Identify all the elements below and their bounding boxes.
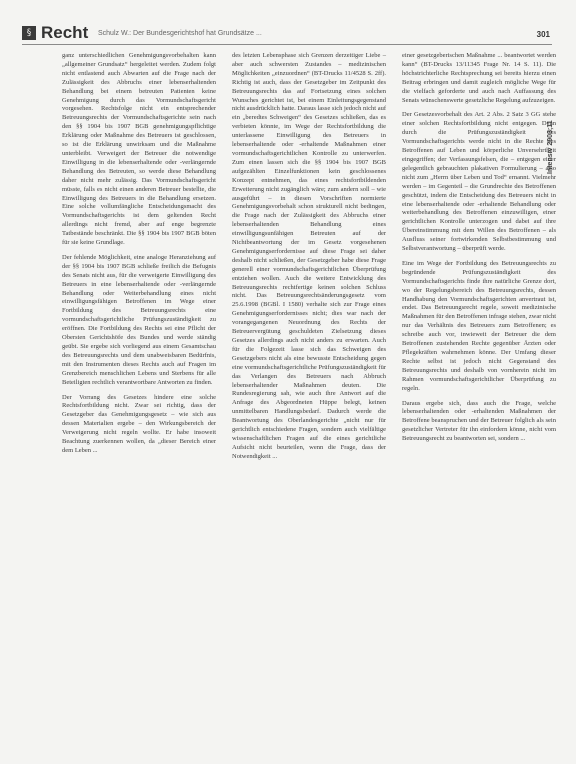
paragraph: des letzten Lebensphase sich Grenzen derzeitiger Liebe – aber auch schwersten Zustandes – medizinischen Möglichkeiten „einzuordnen“ (BT-Drucks 11/4528 S. 2ff). Richtig ist auch, dass der Gesetzgeber im Zeitpunkt des Betreuungsrechts das auf Fortsetzung eines solchen Wunsches gerichtet ist, bei einem Einleitungsgegenstand nicht ausdrücklich hatte. Daraus lasse sich jedoch nicht auf ein „beredtes Schweigen“ des Gesetzes schließen, das es verbieten könnte, im Wege der Rechtsfortbildung die unterlassene Einwilligung des Betreuers in lebenserhaltende oder -erhaltende Maßnahmen einer vormundschaftsgerichtlichen Kontrolle zu unterwerfen. Zum einen lassen sich die §§ 1904 bis 1907 BGB aufgezählten Einzelfunktionen kein geschlossenes Konzept entnehmen, das eines rechtsfortbildenden Erweiterung nicht zugänglich wäre; zum andern soll – wie ausgeführt – in diesen Vorschriften normierte Genehmigungsvorbehalt schon strukturell nicht bedingen, die Frage nach der Zulässigkeit des Abbruchs einer lebenserhaltenden Behandlung eines einwilligungsunfähigen Betreuten auf der Nichtbeantwortung der im Gesetz vorgesehenen Genehmigungserfordernisse auf diese Frage sei daher deshalb nicht schließen, der Gesetzgeber habe diese Frage generell einer vormundschaftsgerichtlichen Überprüfung entziehen wollen. Auch die weitere Entwicklung des Betreuungsrechts rechtfertige keinen solchen Schluss nicht. Das Betreuungsrechtsänderungsgesetz vom 25.6.1998 (BGBl. I 1580) verhalte sich zur Frage eines Genehmigungserfordernisses nicht; dies war nach der vorangegangenen Neuordnung des Rechts der Betreuervergütung geschuldeten Zielsetzung dieses Gesetzes allerdings auch nicht anders zu erwarten. Auch für die Folgezeit lasse sich das Schweigen des Gesetzgebers nicht als eine bewusste Entscheidung gegen eine vormundschaftsgerichtliche Prüfungszuständigkeit für das Verlangen des Betreuers nach Abbruch lebenserhaltender Maßnahmen deuten. Die Rundesregierung sah, wie auch ihre Antwort auf die Anfrage des Abgeordneten Hüppe belegt, keinen unmittelbaren Handlungsbedarf. Dadurch werde die Beantwortung des Oberlandesgerichte „nicht nur für gerichtlich entschiedene Fragen, sondern auch vielfältige wissenschaftlichen Fragen auf die eines gerichtliche Aufsicht nicht beurteilen, wenn die Frage, dass der Notwendigkeit ...: [232, 52, 386, 460]
text-column-3: [402, 52, 556, 450]
section-logo-icon: §: [22, 26, 36, 40]
paragraph: einer gesetzgeberischen Maßnahme ... beantwortet werden kann“ (BT-Drucks 13/11345 Frage Nr. 14 S. 11). Die höchstrichterliche Rechtsprechung sei bereits hierzu einen Beitrag erbringen und damit zugleich mögliche Wege für die vielfach geforderte und auch nach Auffassung des Senats wünschenswerte gesetzliche Regelung aufzuzeigen.: [402, 52, 556, 104]
running-head: Schulz W.: Der Bundesgerichtshof hat Grundsätze ...: [98, 30, 262, 37]
journal-side-label: Intensiv 2003;11: [547, 120, 554, 174]
header-rule: [22, 44, 552, 45]
page-number: 301: [536, 30, 550, 39]
paragraph: Der Gesetzesvorbehalt des Art. 2 Abs. 2 Satz 3 GG stehe einer solchen Rechtsfortbildung nicht entgegen. Denn durch die Prüfungszuständigkeit des Vormundschaftsgerichts werde nicht in die Rechte des Betroffenen auf Leben und körperliche Unversehrtheit eingegriffen; der Verfassungsfelsen, die – entgegen einer gelegentlich gebrauchten plakativen Formulierung – also nicht zum „Herrn über Leben und Tod“ ernannt. Vielmehr werden – im Gegenteil – die Grundrechte des Betroffenen geschützt, indem die Entscheidung des Betreuers nicht in eine lebenserhaltende oder -erhaltende Behandlung oder weiterbehandlung des Betroffenen einzuwilligen, einer gerichtlichen Kontrolle unterzogen und dabei auf ihre Übereinstimmung mit dem Willen des Betroffenen – als Ausfluss seiner fortwirkenden Selbstbestimmung und Selbstverantwortung – überprüft werde.: [402, 111, 556, 253]
paragraph: Daraus ergebe sich, dass auch die Frage, welche lebenserhaltenden oder -erhaltenden Maßnahmen der Betroffene beanspruchen und der Betreuer folglich als sein gesetzlicher Vertreter für ihn einfordern könne, nicht vom Betreuungsrecht zu beantworten sei, sondern ...: [402, 399, 556, 443]
text-column-2: [232, 52, 386, 468]
paragraph: ganz unterschiedlichen Genehmigungsvorbehalten kann „allgemeiner Grundsatz“ hergeleitet werden. Zudem folgt nicht entlastend auch Abwarten auf die Frage nach der Zulässigkeit des Abbruchs einer lebenserhaltenden Behandlung bei einem betreuten Patienten keine Genehmigung durch das Vormundschaftsgericht vorgesehen. Rechtsfolge nicht ein entsprechender Betreuungsrechts der Vormundschaftsgerichte sein nach den §§ 1904 bis 1907 BGB genehmigungspflichtige Erklärung oder Maßnahme des Betreuers ist geschlossen, so ist die Erklärung unwirksam und die Maßnahme unterbleibt. Verweigert der Betreuer die notwendige Einwilligung in die lebenserhaltende oder -verlängernde Behandlung des Betreuten, so werde diese Behandlung daher nicht mehr zulässig. Das Vormundschaftsgericht müsste, falls es nicht einen anderen Betreuer bestellte, die Einwilligung des Betreuers in die Behandlung ersetzen. Eine solche vollumfängliche Entscheidungsmacht des Vormundschaftsgerichts ist dem geltenden Recht allerdings nicht fremd, aber auf enge begrenzte Tatbestände beschränkt. Die §§ 1904 bis 1907 BGB böten für sie keine Grundlage.: [62, 52, 216, 247]
paragraph: Der fehlende Möglichkeit, eine analoge Heranziehung auf der §§ 1904 bis 1907 BGB schließe freilich die Befugnis des Senats nicht aus, für die verweigerte Einwilligung des Betreuers in eine lebenserhaltende oder -verlängernde Behandlung oder Weiterbehandlung eines nicht einwilligungsfähigen Betroffenen im Wege einer Fortbildung des Betreuungsrechts eine vormundschaftsgerichtliche Prüfungszuständigkeit zu eröffnen. Die Fortbildung des Rechts sei eine Pflicht der Obersten Gerichtshöfe des Bundes und werde ständig geübt. Sie ergebe sich vorliegend aus einem Gesamtschau des Betreuungsrechts und dem unabweisbaren Bedürfnis, mit den Instrumenten dieses Rechts auch auf Fragen im Grenzbereich menschlichen Lebens und Sterbens für alle Beteiligten rechtlich verantwortbare Antworten zu finden.: [62, 253, 216, 386]
text-column-1: [62, 52, 216, 462]
paragraph: Der Vorrang des Gesetzes hindere eine solche Rechtsfortbildung nicht. Zwar sei richtig, dass der Gesetzgeber das Genehmigungsgesetz – wie sich aus dessen Materialien ergebe – den Wirkungsbereich der Verweigerung nicht regeln wollte. Er habe insoweit Beachtung zuerkennen wollen, da „dieser Bereich einer dem Leben ...: [62, 393, 216, 454]
section-title: Recht: [41, 23, 89, 42]
paragraph: Eine im Wege der Fortbildung des Betreuungsrechts zu begründende Prüfungszuständigkeit des Vormundschaftsgerichts finde ihre natürliche Grenze dort, wo der Regelungsbereich des Betreuungsrechts, dessen Handhabung den Vormundschaftsgerichten anvertraut ist, endet. Das Betreuungsrecht regele, soweit medizinische Maßnahmen für den Betroffenen infrage stehen, zwar nicht nur das Verhältnis des Betreuers zum Betroffenen; es schreibe auch vor, inwieweit der Betreuer die dem Betroffenen zustehenden Rechte gegenüber Ärzten oder Pflegekräften wahrnehmen könne. Der Umfang dieser Rechte selbst ist jedoch nicht Gegenstand des Betreuungsrechts und deshalb von vornherein nicht im Rahmen vormundschaftsgerichtlicher Überprüfung zu regeln.: [402, 259, 557, 392]
page-header: [22, 22, 552, 46]
